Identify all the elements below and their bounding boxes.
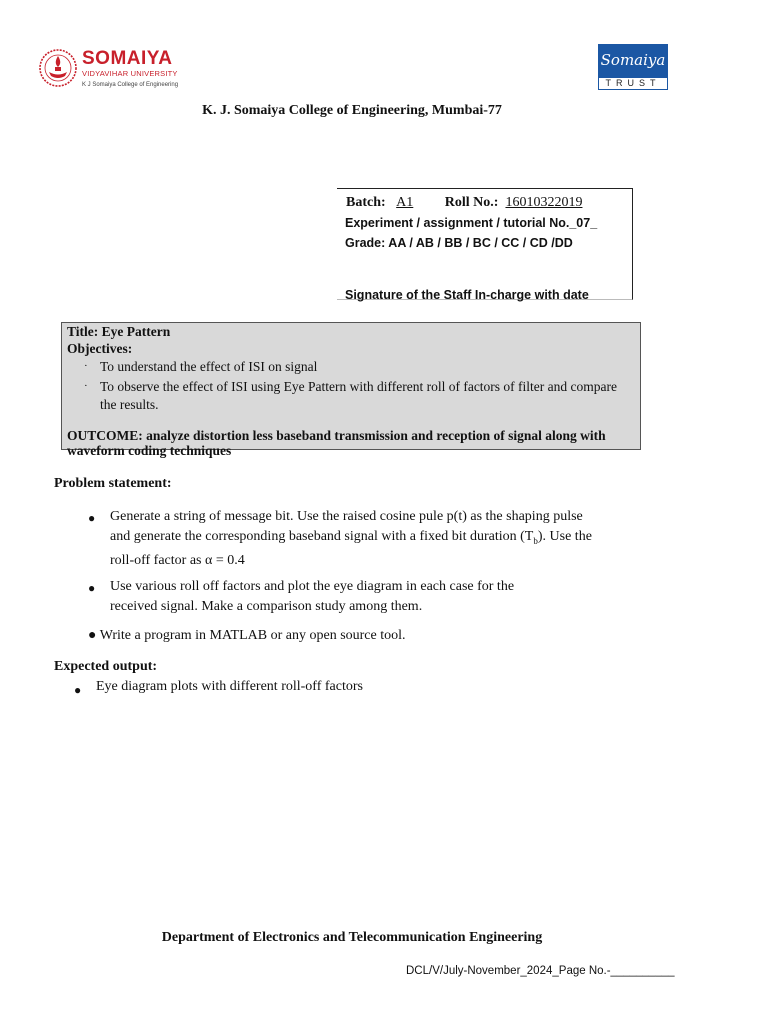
trust-logo-label: TRUST xyxy=(598,78,668,90)
department-footer: Department of Electronics and Telecommunication Engineering xyxy=(161,930,543,945)
bullet-icon: · xyxy=(84,380,88,392)
bullet-icon: ● xyxy=(88,511,96,525)
batch-value: A1 xyxy=(396,195,414,210)
bullet-icon: ● xyxy=(74,683,82,697)
objective-item: To understand the effect of ISI on signal xyxy=(100,359,318,374)
grade-line: Grade: AA / AB / BB / BC / CC / CD /DD xyxy=(345,236,573,250)
problem-item-1-line-1: Generate a string of message bit. Use the raised cosine pule p(t) as the shaping pulse xyxy=(110,509,583,524)
problem-item-1-line-2-text: and generate the corresponding baseband signal with a fixed bit duration (T xyxy=(110,529,534,544)
expected-output-item: Eye diagram plots with different roll-off factors xyxy=(96,679,363,694)
experiment-title: Title: Eye Pattern xyxy=(67,324,171,339)
trust-logo-script: Somaiya xyxy=(600,51,666,69)
objectives-heading: Objectives: xyxy=(67,341,133,356)
document-code: DCL/V/July-November_2024_Page No.-__________ xyxy=(406,965,675,977)
expected-output-heading: Expected output: xyxy=(54,659,158,674)
bit-duration-subscript: b xyxy=(533,535,538,546)
problem-item-1-line-2-end: ). Use the xyxy=(537,529,592,544)
problem-statement-heading: Problem statement: xyxy=(54,476,172,491)
problem-item-1 xyxy=(110,507,610,571)
logo-university-text: VIDYAVIHAR UNIVERSITY xyxy=(82,69,178,78)
objective-item: To observe the effect of ISI using Eye Pattern with different roll of factors of filter and compare the results. xyxy=(100,379,618,412)
outcome-statement: OUTCOME: analyze distortion less baseband transmission and reception of signal along with waveform coding techniques xyxy=(67,428,606,458)
somaiya-trust-logo xyxy=(598,44,668,90)
logo-brand-text: SOMAIYA xyxy=(82,48,173,69)
problem-item-1-line-3: roll-off factor as α = 0.4 xyxy=(110,552,245,568)
somaiya-university-logo xyxy=(38,46,198,94)
batch-roll-line xyxy=(346,195,582,211)
signature-line: Signature of the Staff In-charge with date xyxy=(345,288,589,302)
roll-value: 16010322019 xyxy=(505,195,583,210)
problem-item-3: ● Write a program in MATLAB or any open source tool. xyxy=(88,628,406,643)
bullet-icon: ● xyxy=(88,581,96,595)
problem-item-2: Use various roll off factors and plot the eye diagram in each case for the received signal. Make a comparison study among them. xyxy=(110,579,515,614)
somaiya-emblem-icon xyxy=(38,46,78,90)
bullet-icon: · xyxy=(84,360,88,372)
college-heading: K. J. Somaiya College of Engineering, Mumbai-77 xyxy=(202,103,502,118)
logo-college-text: K J Somaiya College of Engineering xyxy=(82,82,179,88)
experiment-number-line: Experiment / assignment / tutorial No._07_ xyxy=(345,216,598,230)
batch-label: Batch: xyxy=(346,195,386,210)
problem-item-1-line-2 xyxy=(110,527,610,551)
roll-label: Roll No.: xyxy=(444,195,499,210)
